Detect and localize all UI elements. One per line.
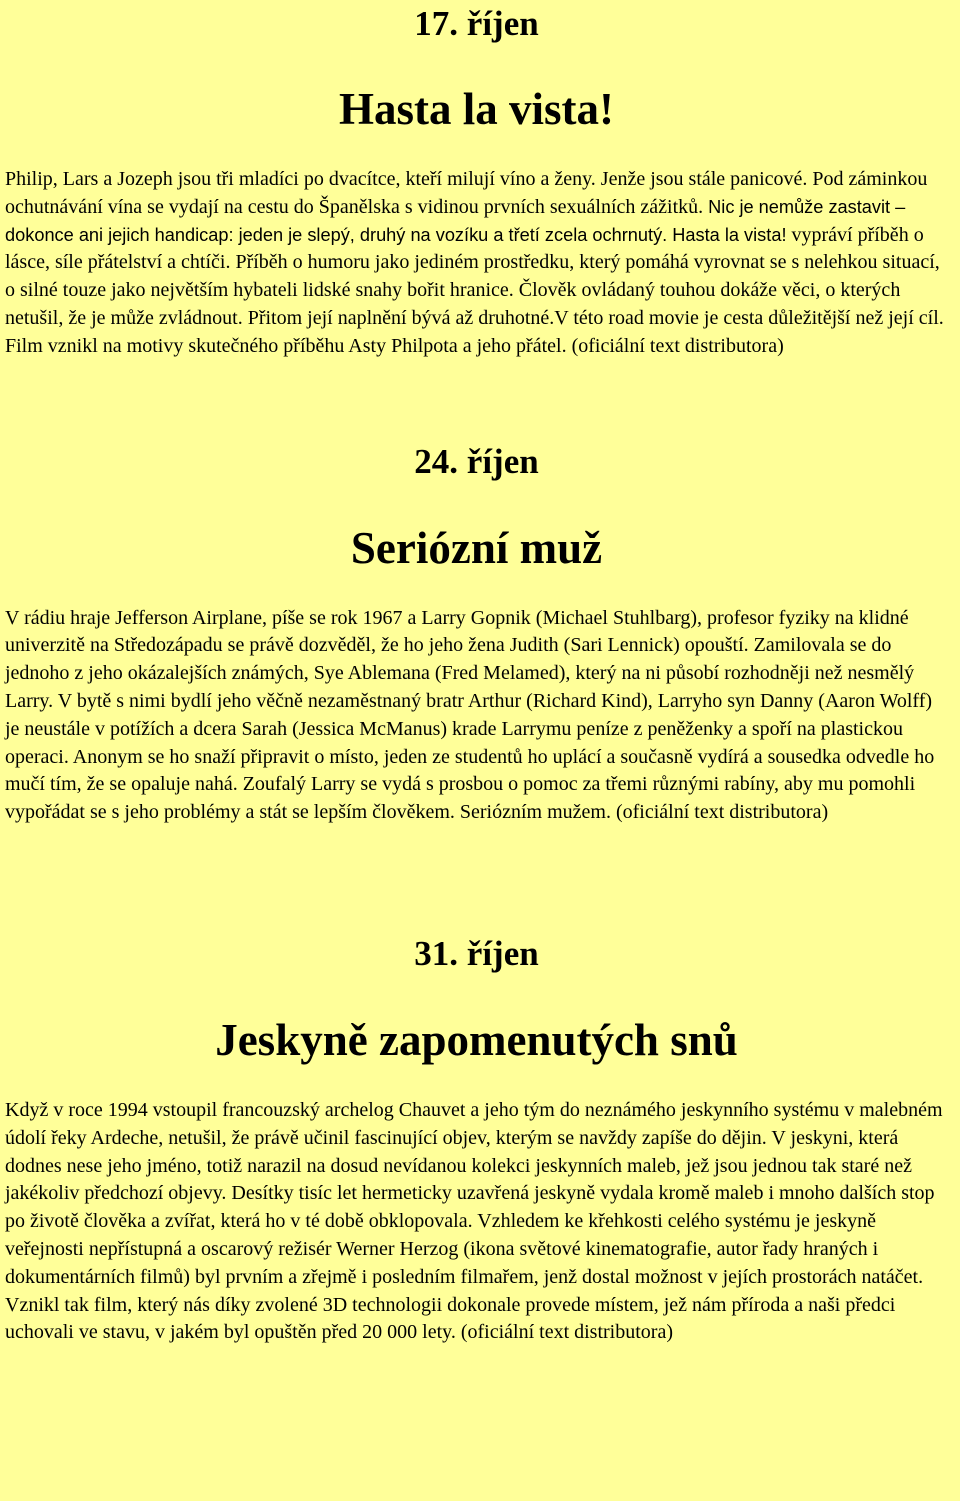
article-body-part-sans: Nic je nemůže zastavit – dokonce ani jejich handicap: jeden je slepý, druhý na vozíku a třetí zcela ochrnutý. Hasta la vista! [5, 196, 906, 245]
article-body [5, 166, 948, 361]
article-title: Hasta la vista! [339, 84, 614, 134]
article-seriozni-muz [5, 440, 948, 827]
article-body-part: Philip, Lars a Jozeph jsou tři mladíci po dvacítce, kteří milují víno a ženy. Jenže jsou stále panicové. Pod záminkou ochutnávání vína se vydají na cestu do Španělska s vidinou prvních sexuálních zážitků. [5, 168, 928, 218]
article-body: Když v roce 1994 vstoupil francouzský archelog Chauvet a jeho tým do neznámého jeskynního systému v malebném údolí řeky Ardeche, netušil, že právě učinil fascinující objev, kterým se navždy zapíše do dějin. V jeskyni, která dodnes nese jeho jméno, totiž narazil na dosud nevídanou kolekci jeskynních maleb, jež jsou jednou tak staré než jakékoliv předchozí objevy. Desítky tisíc let hermeticky uzavřená jeskyně vydala kromě maleb i mnoho dalších stop po životě člověka a zvířat, která ho v té době obklopovala. Vzhledem ke křehkosti celého systému je jeskyně veřejnosti nepřístupná a oscarový režisér Werner Herzog (ikona světové kinematografie, autor řady hraných i dokumentárních filmů) byl prvním a zřejmě i posledním filmařem, jenž dostal možnost v jejích prostorách natáčet. Vznikl tak film, který nás díky zvolené 3D technologii dokonale provede místem, jež nám příroda a naši předci uchovali ve stavu, v jakém byl opuštěn před 20 000 lety. (oficiální text distributora) [5, 1098, 943, 1344]
article-body-part: vypráví příběh o lásce, síle přátelství a chtíči. Příběh o humoru jako jediném prostředku, který pomáhá vyrovnat se s nelehkou situací, o silné touze jako největším hybateli lidské snahy bořit hranice. Člověk ovládaný touhou dokáže věci, o kterých netušil, že je může zvládnout. Přitom její naplnění bývá až druhotné.V této road movie je cesta důležitější než její cíl. Film vznikl na motivy skutečného příběhu Asty Philpota a jeho přátel. (oficiální text distributora) [5, 223, 944, 357]
article-body: V rádiu hraje Jefferson Airplane, píše se rok 1967 a Larry Gopnik (Michael Stuhlbarg), profesor fyziky na klidné univerzitě na Středozápadu se právě dozvěděl, že ho jeho žena Judith (Sari Lennick) opouští. Zamilovala se do jednoho z jeho okázalejších známých, Sye Ablemana (Fred Melamed), který na ni působí rozhodněji než nesmělý Larry. V bytě s nimi bydlí jeho věčně nezaměstnaný bratr Arthur (Richard Kind), Larryho syn Danny (Aaron Wolff) je neustále v potížích a dcera Sarah (Jessica McManus) krade Larrymu peníze z peněženky a spoří na plastickou operaci. Anonym se ho snaží připravit o místo, jeden ze studentů ho uplácí a současně vydírá a sousedka odvedle ho mučí tím, že se opaluje nahá. Zoufalý Larry se vydá s prosbou o pomoc za třemi různými rabíny, aby mu pomohli vypořádat se s jeho problémy a stát se lepším člověkem. Seriózním mužem. (oficiální text distributora) [5, 606, 935, 824]
article-date: 17. říjen [414, 4, 539, 43]
article-date: 24. říjen [414, 441, 539, 481]
article-title: Jeskyně zapomenutých snů [215, 1014, 738, 1065]
article-date: 31. říjen [414, 933, 539, 973]
article-title: Seriózní muž [350, 522, 603, 573]
article-jeskyne-zapomenutych-snu [5, 932, 948, 1347]
article-hasta-la-vista [5, 0, 948, 361]
